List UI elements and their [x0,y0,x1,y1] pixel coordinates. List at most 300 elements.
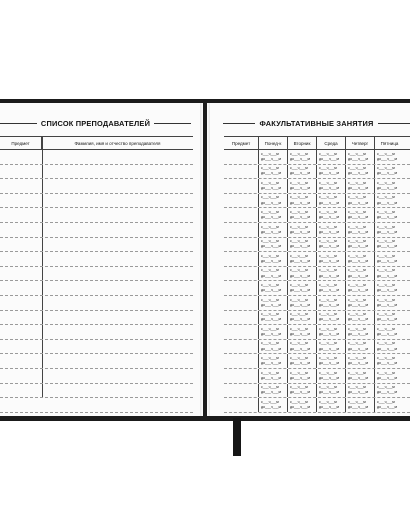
time-cell [317,267,346,281]
table-row [0,179,193,194]
time-from-label: с___ч___м [290,312,308,317]
time-from-label: с___ч___м [290,341,308,346]
time-from-label: с___ч___м [290,166,308,171]
time-cell [375,281,404,295]
time-to-label: до___ч___м [290,229,310,234]
time-to-label: до___ч___м [290,273,310,278]
electives-table-header [224,136,410,150]
time-cell [288,369,317,383]
time-cell [346,194,375,208]
time-from-label: с___ч___м [348,282,366,287]
time-from-label: с___ч___м [377,370,395,375]
time-cell [375,340,404,354]
time-cell [288,384,317,398]
time-cell [346,179,375,193]
time-cell [259,267,288,281]
time-from-label: с___ч___м [348,209,366,214]
column-header-thursday: Четверг [346,137,375,149]
time-from-label: с___ч___м [290,253,308,258]
time-from-label: с___ч___м [319,195,337,200]
time-to-label: до___ч___м [377,244,397,249]
time-to-label: до___ч___м [319,185,339,190]
table-row [0,208,193,223]
time-to-label: до___ч___м [348,258,368,263]
time-to-label: до___ч___м [377,200,397,205]
time-cell [346,150,375,164]
column-header-subject: Предмет [224,137,259,149]
time-to-label: до___ч___м [348,302,368,307]
time-cell [259,340,288,354]
table-row [224,223,410,238]
time-cell [288,281,317,295]
time-cell [288,150,317,164]
time-from-label: с___ч___м [290,282,308,287]
time-cell [259,398,288,412]
time-to-label: до___ч___м [348,156,368,161]
table-row [224,150,410,165]
time-from-label: с___ч___м [319,151,337,156]
table-row [224,165,410,180]
right-page [207,103,410,416]
time-to-label: до___ч___м [261,331,281,336]
time-to-label: до___ч___м [377,258,397,263]
table-row [0,281,193,296]
time-from-label: с___ч___м [348,180,366,185]
time-to-label: до___ч___м [348,171,368,176]
subject-cell [224,296,259,310]
time-to-label: до___ч___м [290,200,310,205]
time-cell [375,384,404,398]
time-from-label: с___ч___м [261,385,279,390]
table-row [0,296,193,311]
time-to-label: до___ч___м [319,404,339,409]
table-row [224,296,410,311]
time-from-label: с___ч___м [348,326,366,331]
time-from-label: с___ч___м [348,224,366,229]
time-to-label: до___ч___м [319,258,339,263]
time-cell [288,223,317,237]
time-from-label: с___ч___м [290,297,308,302]
time-from-label: с___ч___м [377,195,395,200]
subject-cell [224,238,259,252]
table-row [0,311,193,326]
time-to-label: до___ч___м [261,361,281,366]
time-to-label: до___ч___м [348,317,368,322]
time-from-label: с___ч___м [377,341,395,346]
time-cell [259,208,288,222]
time-from-label: с___ч___м [377,282,395,287]
time-from-label: с___ч___м [261,180,279,185]
time-from-label: с___ч___м [290,385,308,390]
time-from-label: с___ч___м [290,268,308,273]
subject-cell [224,267,259,281]
time-from-label: с___ч___м [377,224,395,229]
time-cell [375,398,404,412]
column-header-teacher-name: Фамилия, имя и отчество преподавателя [74,140,161,146]
time-cell [346,281,375,295]
time-from-label: с___ч___м [261,268,279,273]
time-from-label: с___ч___м [348,151,366,156]
time-from-label: с___ч___м [261,341,279,346]
time-from-label: с___ч___м [261,355,279,360]
time-to-label: до___ч___м [261,404,281,409]
time-to-label: до___ч___м [319,171,339,176]
table-row [0,150,193,165]
table-row [0,238,193,253]
time-cell [346,296,375,310]
time-cell [375,150,404,164]
time-to-label: до___ч___м [290,244,310,249]
table-row [0,252,193,267]
time-to-label: до___ч___м [348,229,368,234]
time-from-label: с___ч___м [319,224,337,229]
time-from-label: с___ч___м [261,239,279,244]
right-page-title: ФАКУЛЬТАТИВНЫЕ ЗАНЯТИЯ [259,118,374,128]
time-cell [346,208,375,222]
time-cell [317,369,346,383]
time-cell [288,398,317,412]
time-to-label: до___ч___м [290,302,310,307]
subject-cell [224,340,259,354]
left-page-title: СПИСОК ПРЕПОДАВАТЕЛЕЙ [40,118,151,128]
right-page-title-row [223,117,410,129]
time-from-label: с___ч___м [348,195,366,200]
time-from-label: с___ч___м [319,326,337,331]
time-cell [288,252,317,266]
time-cell [288,208,317,222]
time-from-label: с___ч___м [261,195,279,200]
time-to-label: до___ч___м [319,302,339,307]
time-to-label: до___ч___м [261,185,281,190]
column-header-monday: Понед-к [259,137,288,149]
subject-cell [224,325,259,339]
time-to-label: до___ч___м [261,288,281,293]
subject-cell [224,384,259,398]
time-cell [259,354,288,368]
time-cell [259,369,288,383]
time-to-label: до___ч___м [261,390,281,395]
time-to-label: до___ч___м [261,273,281,278]
table-row [224,384,410,399]
time-to-label: до___ч___м [290,215,310,220]
time-from-label: с___ч___м [348,239,366,244]
table-row [224,238,410,253]
time-cell [375,252,404,266]
time-cell [317,311,346,325]
time-to-label: до___ч___м [348,288,368,293]
time-cell [317,296,346,310]
time-from-label: с___ч___м [377,209,395,214]
time-to-label: до___ч___м [290,171,310,176]
time-to-label: до___ч___м [348,331,368,336]
time-from-label: с___ч___м [290,399,308,404]
time-from-label: с___ч___м [377,385,395,390]
table-row [0,194,193,209]
time-cell [375,194,404,208]
time-from-label: с___ч___м [261,253,279,258]
time-to-label: до___ч___м [290,404,310,409]
time-from-label: с___ч___м [290,370,308,375]
title-rule [223,123,255,124]
time-cell [346,267,375,281]
time-to-label: до___ч___м [319,375,339,380]
time-cell [346,311,375,325]
time-cell [288,238,317,252]
time-cell [259,281,288,295]
time-from-label: с___ч___м [377,326,395,331]
time-cell [259,296,288,310]
time-to-label: до___ч___м [377,404,397,409]
time-cell [317,325,346,339]
time-cell [288,267,317,281]
time-to-label: до___ч___м [261,244,281,249]
table-row [224,194,410,209]
time-to-label: до___ч___м [261,346,281,351]
time-from-label: с___ч___м [261,224,279,229]
time-to-label: до___ч___м [290,375,310,380]
time-from-label: с___ч___м [348,268,366,273]
time-cell [375,179,404,193]
electives-table-body [224,150,410,413]
time-to-label: до___ч___м [319,361,339,366]
time-from-label: с___ч___м [377,268,395,273]
table-row [0,398,193,413]
time-to-label: до___ч___м [290,288,310,293]
time-cell [346,252,375,266]
time-cell [317,384,346,398]
table-row [0,369,193,384]
table-row [224,340,410,355]
time-from-label: с___ч___м [319,312,337,317]
subject-cell [224,194,259,208]
time-to-label: до___ч___м [377,361,397,366]
time-to-label: до___ч___м [377,215,397,220]
time-to-label: до___ч___м [377,346,397,351]
time-from-label: с___ч___м [290,326,308,331]
time-from-label: с___ч___м [261,399,279,404]
left-page-title-row [0,117,191,129]
time-cell [259,252,288,266]
time-cell [346,354,375,368]
time-from-label: с___ч___м [377,239,395,244]
time-from-label: с___ч___м [348,355,366,360]
time-to-label: до___ч___м [377,273,397,278]
time-to-label: до___ч___м [290,258,310,263]
time-from-label: с___ч___м [261,312,279,317]
time-from-label: с___ч___м [261,297,279,302]
time-from-label: с___ч___м [290,195,308,200]
time-from-label: с___ч___м [377,180,395,185]
time-to-label: до___ч___м [319,346,339,351]
subject-cell [224,311,259,325]
table-row [0,223,193,238]
time-to-label: до___ч___м [261,258,281,263]
table-row [224,311,410,326]
time-cell [259,384,288,398]
time-cell [375,208,404,222]
time-to-label: до___ч___м [290,185,310,190]
time-to-label: до___ч___м [377,331,397,336]
time-from-label: с___ч___м [377,253,395,258]
time-from-label: с___ч___м [261,209,279,214]
subject-cell [224,165,259,179]
time-from-label: с___ч___м [348,253,366,258]
table-row [224,179,410,194]
time-to-label: до___ч___м [377,229,397,234]
time-to-label: до___ч___м [377,185,397,190]
time-cell [259,325,288,339]
time-from-label: с___ч___м [319,341,337,346]
time-cell [288,340,317,354]
subject-cell [224,150,259,164]
time-from-label: с___ч___м [261,166,279,171]
table-row [0,340,193,355]
time-to-label: до___ч___м [319,390,339,395]
ribbon-bookmark [233,418,241,456]
time-from-label: с___ч___м [319,297,337,302]
subject-cell [224,208,259,222]
title-rule [378,123,410,124]
table-row [224,369,410,384]
time-from-label: с___ч___м [290,239,308,244]
time-from-label: с___ч___м [290,151,308,156]
time-from-label: с___ч___м [348,399,366,404]
time-from-label: с___ч___м [348,385,366,390]
time-to-label: до___ч___м [261,156,281,161]
time-from-label: с___ч___м [319,399,337,404]
time-cell [317,179,346,193]
time-to-label: до___ч___м [377,302,397,307]
time-cell [375,325,404,339]
table-row [224,398,410,413]
table-row [0,354,193,369]
time-to-label: до___ч___м [261,302,281,307]
time-to-label: до___ч___м [319,331,339,336]
time-cell [317,238,346,252]
time-to-label: до___ч___м [319,244,339,249]
subject-cell [224,398,259,412]
time-to-label: до___ч___м [348,361,368,366]
time-to-label: до___ч___м [319,288,339,293]
time-cell [317,252,346,266]
time-to-label: до___ч___м [319,229,339,234]
time-cell [346,238,375,252]
left-page [0,103,203,416]
subject-cell [224,179,259,193]
time-from-label: с___ч___м [319,370,337,375]
time-cell [317,208,346,222]
time-cell [375,354,404,368]
time-to-label: до___ч___м [290,361,310,366]
subject-cell [224,281,259,295]
table-row [0,267,193,282]
time-from-label: с___ч___м [377,166,395,171]
time-to-label: до___ч___м [348,404,368,409]
table-row [224,252,410,267]
time-to-label: до___ч___м [261,200,281,205]
time-from-label: с___ч___м [377,399,395,404]
time-cell [317,194,346,208]
time-to-label: до___ч___м [377,390,397,395]
time-cell [259,165,288,179]
time-cell [346,325,375,339]
time-from-label: с___ч___м [348,370,366,375]
table-row [224,325,410,340]
time-cell [346,384,375,398]
time-to-label: до___ч___м [348,244,368,249]
time-from-label: с___ч___м [290,180,308,185]
time-to-label: до___ч___м [319,215,339,220]
time-cell [288,325,317,339]
time-to-label: до___ч___м [261,215,281,220]
time-cell [288,311,317,325]
time-from-label: с___ч___м [377,312,395,317]
time-cell [375,296,404,310]
teachers-table-body [0,150,193,413]
time-cell [288,354,317,368]
time-cell [317,281,346,295]
time-from-label: с___ч___м [319,282,337,287]
time-from-label: с___ч___м [348,297,366,302]
time-cell [317,340,346,354]
time-cell [259,311,288,325]
table-row [224,267,410,282]
time-from-label: с___ч___м [319,355,337,360]
time-to-label: до___ч___м [290,346,310,351]
teachers-table-header [0,136,193,150]
time-cell [259,150,288,164]
table-row [224,354,410,369]
time-from-label: с___ч___м [377,297,395,302]
time-to-label: до___ч___м [377,375,397,380]
time-from-label: с___ч___м [348,166,366,171]
time-to-label: до___ч___м [377,171,397,176]
time-cell [259,179,288,193]
table-row [224,208,410,223]
time-to-label: до___ч___м [261,375,281,380]
time-to-label: до___ч___м [348,375,368,380]
time-cell [317,354,346,368]
time-from-label: с___ч___м [319,253,337,258]
table-row [224,281,410,296]
column-header-subject: Предмет [0,137,42,149]
time-cell [288,296,317,310]
column-header-wednesday: Среда [317,137,346,149]
time-cell [346,165,375,179]
time-from-label: с___ч___м [290,224,308,229]
time-from-label: с___ч___м [290,355,308,360]
time-to-label: до___ч___м [290,156,310,161]
time-to-label: до___ч___м [377,317,397,322]
time-cell [346,398,375,412]
subject-cell [224,354,259,368]
time-from-label: с___ч___м [261,151,279,156]
time-to-label: до___ч___м [319,273,339,278]
time-from-label: с___ч___м [319,385,337,390]
time-to-label: до___ч___м [348,200,368,205]
time-to-label: до___ч___м [348,185,368,190]
table-row [0,384,193,399]
time-cell [259,238,288,252]
time-cell [288,179,317,193]
time-from-label: с___ч___м [348,312,366,317]
time-from-label: с___ч___м [261,370,279,375]
time-cell [375,238,404,252]
time-cell [259,194,288,208]
time-to-label: до___ч___м [290,331,310,336]
time-to-label: до___ч___м [348,390,368,395]
time-to-label: до___ч___м [319,156,339,161]
